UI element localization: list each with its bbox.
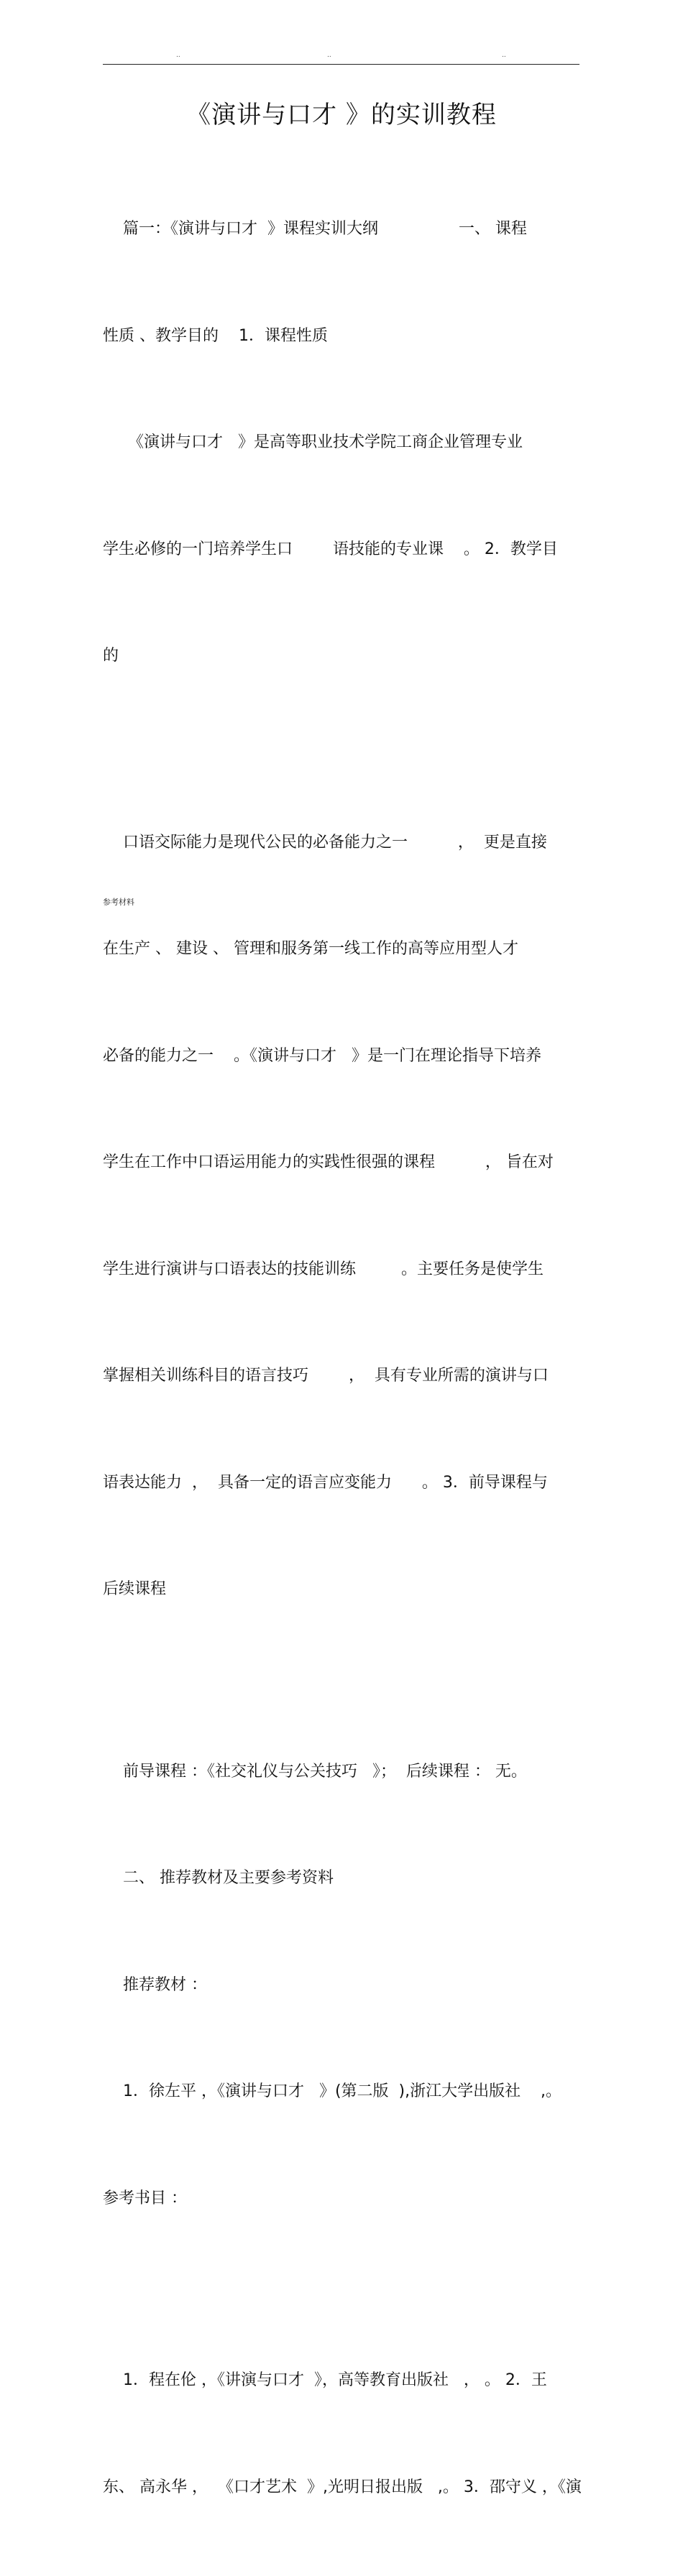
body-line: 语表达能力 ， 具备一定的语言应变能力 。 3．前导课程与 [103, 1473, 548, 1492]
footer-note: 参考材料 [103, 897, 134, 907]
header-marks [0, 52, 683, 63]
document-title: 《演讲与口才 》的实训教程 [186, 101, 497, 129]
body-line: 必备的能力之一 。《演讲与口才 》是一门在理论指导下培养 [103, 1046, 541, 1065]
body-line: 二、 推荐教材及主要参考资料 [103, 1869, 334, 1887]
header-rule [103, 64, 579, 65]
body-line: 1．程在伦 ，《讲演与口才 》，高等教育出版社 ， 。 2．王 [103, 2371, 547, 2389]
body-line: 在生产 、 建设 、 管理和服务第一线工作的高等应用型人才 [103, 940, 518, 958]
body-line: 的 [103, 647, 119, 665]
header-mark: .. [327, 52, 331, 59]
body-line: 口语交际能力是现代公民的必备能力之一 ， 更是直接 [103, 833, 547, 851]
body-line: 掌握相关训练科目的语言技巧 ， 具有专业所需的演讲与口 [103, 1367, 549, 1385]
document-body [103, 140, 581, 2576]
body-line: 东、 高永华 ， 《口才艺术 》,光明日报出版 ,。 3．邵守义 ，《演 [103, 2478, 582, 2496]
body-line: 后续课程 [103, 1580, 167, 1598]
body-line: 学生必修的一门培养学生口 语技能的专业课 。 2．教学目 [103, 540, 558, 558]
body-line: 学生在工作中口语运用能力的实践性很强的课程 ， 旨在对 [103, 1153, 554, 1171]
body-line: 前导课程 ：《社交礼仪与公关技巧 》； 后续课程 ： 无。 [103, 1762, 527, 1781]
body-line: 《演讲与口才 》是高等职业技术学院工商企业管理专业 [103, 433, 523, 451]
body-line: 1．徐左平 ，《演讲与口才 》(第二版 ),浙江大学出版社 ,。 [103, 2082, 562, 2100]
header-mark: .. [502, 52, 506, 59]
body-line: 推荐教材 ： [103, 1975, 207, 1994]
body-line: 学生进行演讲与口语表达的技能训练 。主要任务是使学生 [103, 1260, 544, 1278]
header-mark: .. [176, 52, 180, 59]
body-line: 参考书目 ： [103, 2189, 187, 2207]
body-line: 性质 、教学目的 1．课程性质 [103, 326, 328, 345]
body-line: 篇一：《演讲与口才 》课程实训大纲 一、 课程 [103, 220, 527, 238]
